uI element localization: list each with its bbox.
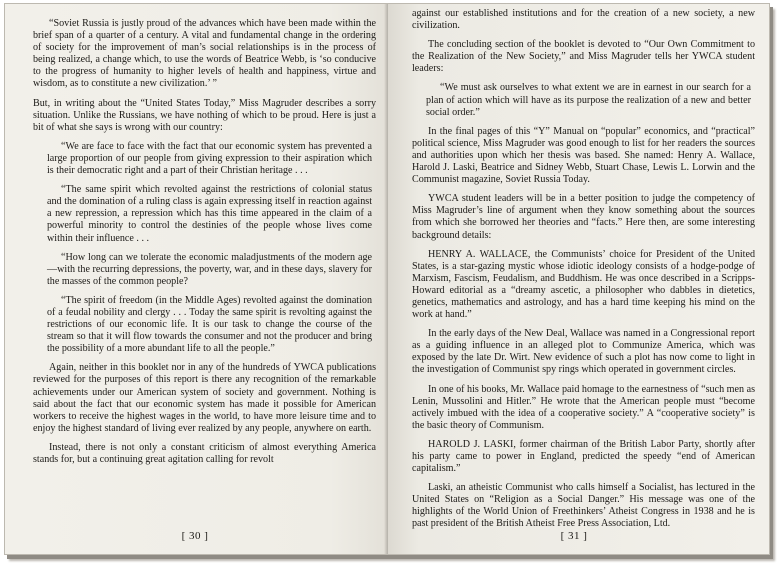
paragraph: “Soviet Russia is justly proud of the advances which have been made within the brief span of a quarter of a century. A vital and fundamental change in the ordering of society for the improvement of man’s social relationships is in the process of being realized, a change which, to use the words of Beatrice Webb, is ‘so conducive to the progress of humanity to higher levels of health and happiness, virtue and wisdom, as to constitute a new civilization.’ ”	[33, 18, 376, 90]
paragraph: But, in writing about the “United States Today,” Miss Magruder describes a sorry situation. Unlike the Russians, we have nothing of which to be proud. Here is just a bit of what she says is wrong with our country:	[33, 97, 376, 133]
block-quote: “The spirit of freedom (in the Middle Ages) revolted against the domination of a feudal nobility and clergy . . . Today the same spirit is revolting against the restrictions of our economic life. It is our task to change the course of the stream so that it will flow towards the consumer and not the producer and bring the possibility of a more abundant life to all the people.”	[47, 294, 372, 355]
paragraph: In the early days of the New Deal, Wallace was named in a Congressional report as a guiding influence in an alleged plot to Communize America, which was exposed by the late Dr. Wirt. New evidence of such a plot has now come to light in the investigation of Communist spy rings which operated in government circles.	[412, 328, 755, 376]
book-spread	[4, 3, 770, 555]
block-quote: “We are face to face with the fact that our economic system has prevented a large proportion of our people from giving expression to their aspiration which is their democratic right and a part of their Christian heritage . . .	[47, 140, 372, 177]
left-page	[5, 4, 388, 554]
paragraph: In the final pages of this “Y” Manual on “popular” economics, and “practical” political science, Miss Magruder was good enough to list for her readers the sources and authorities upon which her thesis was based. She named: Henry A. Wallace, Harold J. Laski, Beatrice and Sidney Webb, Stuart Chase, Lewis L. Lorwin and the Communist magazine, Soviet Russia Today.	[412, 125, 755, 186]
block-quote: “How long can we tolerate the economic maladjustments of the modern age—with the recurring depressions, the poverty, war, and in these days, slavery for the masses of the common people?	[47, 251, 372, 287]
paragraph: Instead, there is not only a constant criticism of almost everything America stands for, but a continuing great agitation calling for revolt	[33, 441, 376, 465]
paragraph: against our established institutions and for the creation of a new society, a new civilization.	[412, 8, 755, 32]
paragraph: The concluding section of the booklet is devoted to “Our Own Commitment to the Realization of the New Society,” and Miss Magruder tells her YWCA student leaders:	[412, 39, 755, 75]
paragraph: HAROLD J. LASKI, former chairman of the British Labor Party, shortly after his party came to power in England, predicted the speedy “end of American capitalism.”	[412, 438, 755, 475]
paragraph: HENRY A. WALLACE, the Communists’ choice for President of the United States, is a star-gazing mystic whose idiotic ideology consists of a hodge-podge of Marxism, Fascism, Feudalism, and Buddhism. He was once described in a Scripps-Howard editorial as a “dreamy ascetic, a philosopher who dabbles in dietetics, genetics, mathematics and astrology, and has a hard time keeping his mind on the work at hand.”	[412, 248, 755, 321]
paragraph: Laski, an atheistic Communist who calls himself a Socialist, has lectured in the United States on “Religion as a Social Danger.” His message was one of the highlights of the World Union of Freethinkers’ Atheist Congress in 1938 and he is past president of the British Atheist Free Press Association, Ltd.	[412, 482, 755, 530]
page-number: [ 30 ]	[181, 530, 209, 542]
block-quote: “The same spirit which revolted against the restrictions of colonial status and the domination of a ruling class is again expressing itself in reaction against a new repression, a repression which has this time appeared in the claim of a powerful minority to control the destinies of the people whose lives come within their influence . . .	[47, 184, 372, 244]
paragraph: YWCA student leaders will be in a better position to judge the competency of Miss Magruder’s line of argument when they know something about the sources from which she borrowed her theories and “facts.” Here then, are some interesting background details:	[412, 193, 755, 241]
paragraph: Again, neither in this booklet nor in any of the hundreds of YWCA publications reviewed for the purposes of this report is there any recognition of the remarkable achievements under our American system of society and government. Nothing is said about the fact that our economic system has made it possible for American workers to receive the highest wages in the world, to have more leisure time and to enjoy the highest standard of living ever realized by any people, anywhere on earth.	[33, 362, 376, 434]
block-quote: “We must ask ourselves to what extent we are in earnest in our search for a plan of action which will have as its purpose the realization of a new and better social order.”	[426, 82, 751, 118]
paragraph: In one of his books, Mr. Wallace paid homage to the earnestness of “such men as Lenin, Mussolini and Hitler.” He wrote that the American people must “become actively imbued with the idea of a cooperative society.” A “cooperative society” is the basic theory of Communism.	[412, 383, 755, 431]
right-page	[388, 4, 769, 554]
page-number: [ 31 ]	[560, 530, 588, 542]
